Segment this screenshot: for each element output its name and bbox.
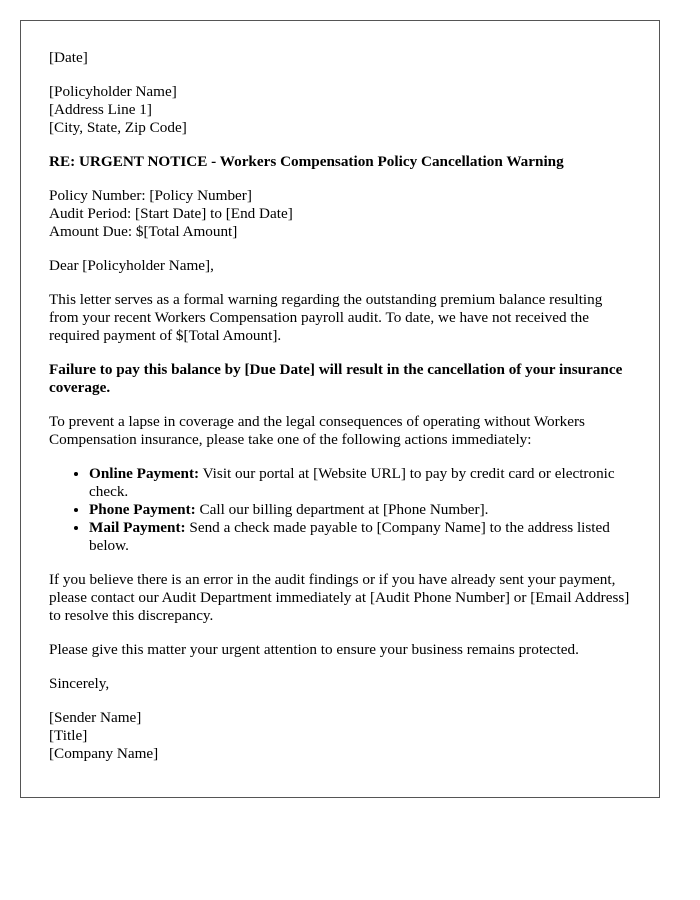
sender-name: [Sender Name] (49, 709, 142, 726)
salutation: Dear [Policyholder Name], (49, 257, 214, 274)
online-payment-text: Visit our portal at [Website URL] to pay by credit card or electronic check. (89, 465, 615, 500)
closing: Sincerely, (49, 675, 110, 692)
cancellation-warning: Failure to pay this balance by [Due Date] will result in the cancellation of your insurance coverage. (49, 361, 623, 396)
policy-details (49, 187, 631, 241)
sender-title: [Title] (49, 727, 88, 744)
list-item (89, 465, 631, 501)
amount-due: Amount Due: $[Total Amount] (49, 223, 238, 240)
list-item (89, 519, 631, 555)
phone-payment-label: Phone Payment: (89, 501, 196, 518)
sender-company: [Company Name] (49, 745, 159, 762)
subject-line: RE: URGENT NOTICE - Workers Compensation Policy Cancellation Warning (49, 153, 564, 170)
recipient-address-line1: [Address Line 1] (49, 101, 152, 118)
audit-period: Audit Period: [Start Date] to [End Date] (49, 205, 293, 222)
signature-block (49, 709, 631, 763)
body-paragraph-1: This letter serves as a formal warning regarding the outstanding premium balance resulting from your recent Workers Compensation payroll audit. To date, we have not received the required payment of $[Total Amount]. (49, 291, 603, 344)
recipient-name: [Policyholder Name] (49, 83, 177, 100)
recipient-city-state-zip: [City, State, Zip Code] (49, 119, 187, 136)
body-paragraph-2: To prevent a lapse in coverage and the legal consequences of operating without Workers Compensation insurance, please take one of the following actions immediately: (49, 413, 585, 448)
mail-payment-text: Send a check made payable to [Company Name] to the address listed below. (89, 519, 610, 554)
phone-payment-text: Call our billing department at [Phone Number]. (195, 501, 489, 518)
date-text: [Date] (49, 49, 88, 66)
letter-date (49, 49, 631, 67)
mail-payment-label: Mail Payment: (89, 519, 186, 536)
letter-page (20, 20, 660, 798)
body-paragraph-3: If you believe there is an error in the audit findings or if you have already sent your payment, please contact our Audit Department immediately at [Audit Phone Number] or [Email Address] to resolve this discrepancy. (49, 571, 630, 624)
payment-options-list (49, 465, 631, 555)
policy-number: Policy Number: [Policy Number] (49, 187, 252, 204)
list-item (89, 501, 631, 519)
body-paragraph-4: Please give this matter your urgent attention to ensure your business remains protected. (49, 641, 579, 658)
recipient-address (49, 83, 631, 137)
online-payment-label: Online Payment: (89, 465, 200, 482)
